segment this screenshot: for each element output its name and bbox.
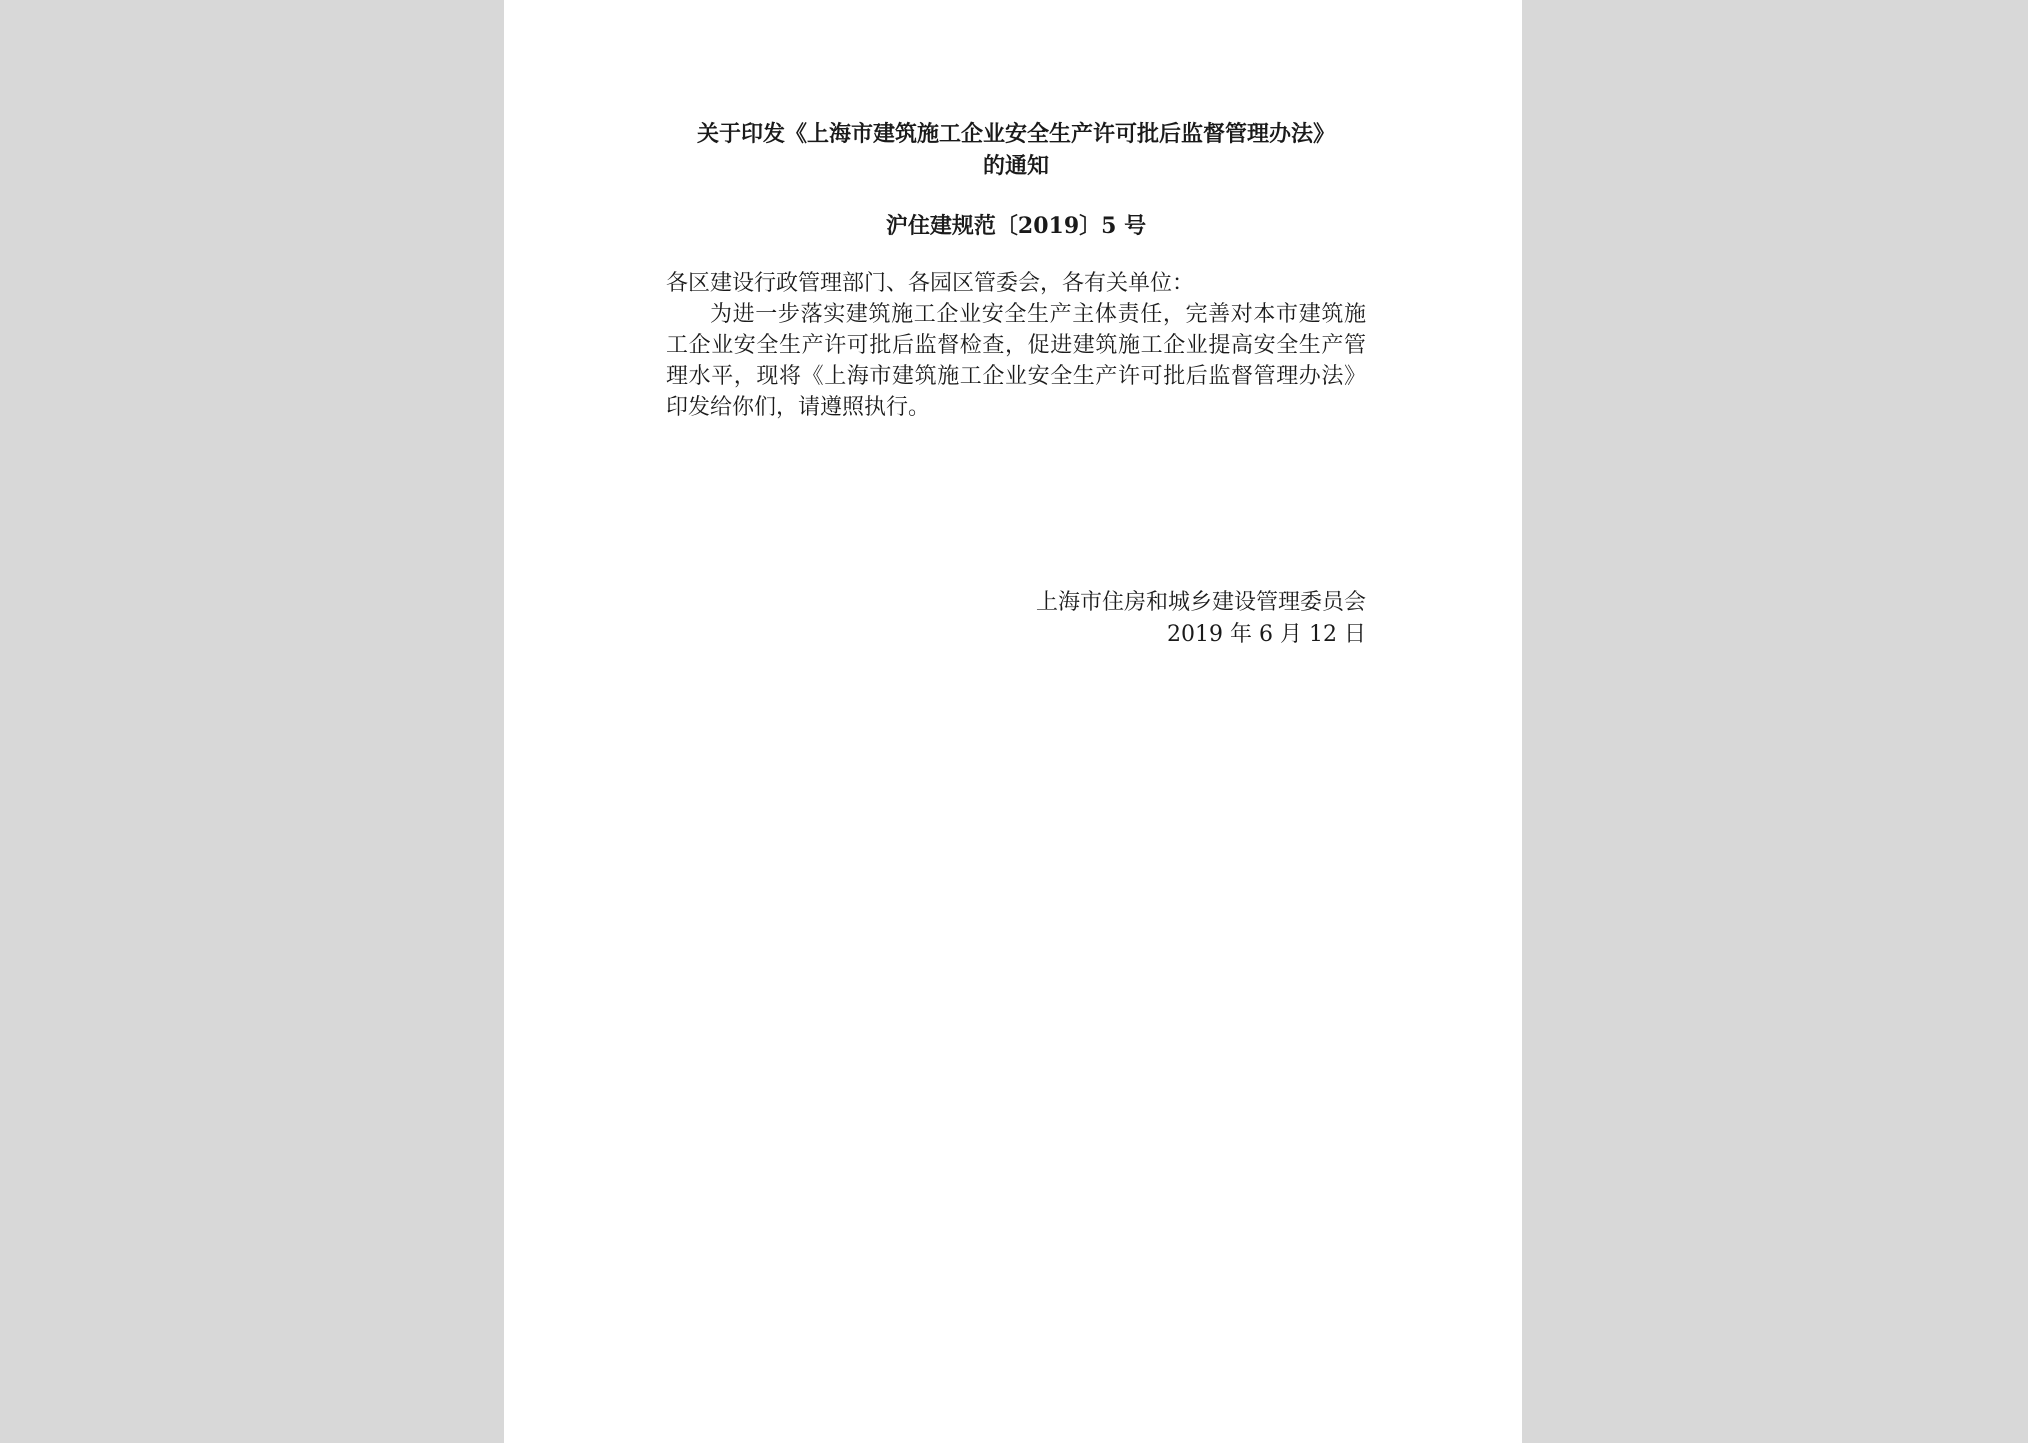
document-page xyxy=(504,0,1522,1443)
salutation: 各区建设行政管理部门、各园区管委会，各有关单位： xyxy=(666,271,1195,296)
document-number: 沪住建规范〔2019〕5 号 xyxy=(885,213,1147,239)
issuer-name: 上海市住房和城乡建设管理委员会 xyxy=(1035,590,1366,615)
issue-date: 2019 年 6 月 12 日 xyxy=(1167,622,1366,647)
document-content xyxy=(666,118,1366,423)
document-title xyxy=(666,118,1366,182)
title-line-1: 关于印发《上海市建筑施工企业安全生产许可批后监督管理办法》 xyxy=(696,121,1335,147)
body-paragraph: 为进一步落实建筑施工企业安全生产主体责任，完善对本市建筑施工企业安全生产许可批后监督检查，促进建筑施工企业提高安全生产管理水平，现将《上海市建筑施工企业安全生产许可批后监督管理办法》印发给你们，请遵照执行。 xyxy=(666,302,1366,420)
signature-block xyxy=(666,587,1366,651)
title-line-2: 的通知 xyxy=(982,153,1049,179)
